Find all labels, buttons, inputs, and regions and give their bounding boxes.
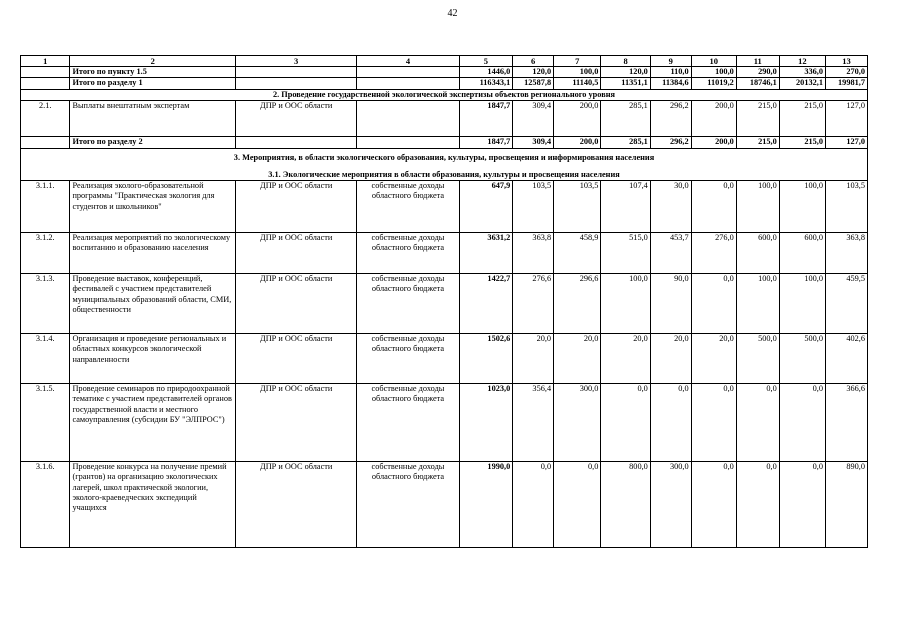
table-row: [21, 274, 868, 334]
value-cell: 296,2: [650, 100, 691, 136]
row-source: собственные доходы областного бюджета: [357, 334, 459, 384]
value-cell: 116343,1: [459, 78, 513, 89]
header-cell: 8: [601, 56, 650, 67]
value-cell: 285,1: [601, 136, 650, 148]
value-cell: 20,0: [601, 334, 650, 384]
value-cell: 890,0: [826, 462, 868, 548]
value-cell: 366,6: [826, 384, 868, 462]
section-title-row: [21, 148, 868, 180]
budget-table: [20, 55, 868, 548]
value-cell: 336,0: [779, 67, 825, 78]
total-row: [21, 136, 868, 148]
value-cell: 0,0: [691, 274, 736, 334]
value-cell: 127,0: [826, 100, 868, 136]
value-cell: 20,0: [513, 334, 554, 384]
total-row: [21, 67, 868, 78]
value-cell: 276,6: [513, 274, 554, 334]
total-label: Итого по разделу 1: [70, 78, 236, 89]
row-number: 3.1.2.: [21, 233, 70, 274]
table-row: [21, 462, 868, 548]
value-cell: 100,0: [779, 181, 825, 233]
value-cell: 200,0: [554, 136, 601, 148]
value-cell: 296,2: [650, 136, 691, 148]
header-cell: 3: [235, 56, 356, 67]
row-source: собственные доходы областного бюджета: [357, 462, 459, 548]
value-cell: 290,0: [736, 67, 779, 78]
row-number: 3.1.5.: [21, 384, 70, 462]
total-label: Итого по разделу 2: [70, 136, 236, 148]
row-name: Реализация мероприятий по экологическому воспитанию и образованию населения: [70, 233, 236, 274]
header-cell: 4: [357, 56, 459, 67]
value-cell: 11140,5: [554, 78, 601, 89]
value-cell: 0,0: [650, 384, 691, 462]
value-cell: 110,0: [650, 67, 691, 78]
value-cell: 300,0: [554, 384, 601, 462]
value-cell: 127,0: [826, 136, 868, 148]
header-row: [21, 56, 868, 67]
row-source: [357, 100, 459, 136]
section-3-1-title: 3.1. Экологические мероприятия в области образования, культуры и просвещения населения: [268, 170, 620, 180]
row-executor: ДПР и ООС области: [235, 334, 356, 384]
row-executor: ДПР и ООС области: [235, 181, 356, 233]
row-source: собственные доходы областного бюджета: [357, 233, 459, 274]
value-cell: 800,0: [601, 462, 650, 548]
header-cell: 7: [554, 56, 601, 67]
value-cell: 100,0: [554, 67, 601, 78]
value-cell: 18746,1: [736, 78, 779, 89]
section-title-row: [21, 89, 868, 100]
row-name: Выплаты внештатным экспертам: [70, 100, 236, 136]
value-cell: 458,9: [554, 233, 601, 274]
value-cell: 600,0: [779, 233, 825, 274]
row-number: 3.1.6.: [21, 462, 70, 548]
value-cell: 309,4: [513, 100, 554, 136]
value-cell: 107,4: [601, 181, 650, 233]
row-executor: ДПР и ООС области: [235, 233, 356, 274]
page-number: 42: [447, 8, 458, 19]
row-source: собственные доходы областного бюджета: [357, 384, 459, 462]
header-cell: 2: [70, 56, 236, 67]
value-cell: 3631,2: [459, 233, 513, 274]
value-cell: 1990,0: [459, 462, 513, 548]
value-cell: 300,0: [650, 462, 691, 548]
row-number: 2.1.: [21, 100, 70, 136]
row-number: 3.1.3.: [21, 274, 70, 334]
header-cell: 13: [826, 56, 868, 67]
value-cell: 0,0: [779, 462, 825, 548]
table-row: [21, 334, 868, 384]
row-number: 3.1.4.: [21, 334, 70, 384]
value-cell: 20,0: [554, 334, 601, 384]
value-cell: 103,5: [826, 181, 868, 233]
value-cell: 20,0: [691, 334, 736, 384]
value-cell: 285,1: [601, 100, 650, 136]
table-row: [21, 233, 868, 274]
value-cell: 402,6: [826, 334, 868, 384]
value-cell: 356,4: [513, 384, 554, 462]
value-cell: 90,0: [650, 274, 691, 334]
value-cell: 100,0: [601, 274, 650, 334]
value-cell: 215,0: [779, 136, 825, 148]
value-cell: 647,9: [459, 181, 513, 233]
value-cell: 20,0: [650, 334, 691, 384]
value-cell: 200,0: [554, 100, 601, 136]
value-cell: 500,0: [779, 334, 825, 384]
value-cell: 215,0: [779, 100, 825, 136]
row-source: собственные доходы областного бюджета: [357, 181, 459, 233]
header-cell: 9: [650, 56, 691, 67]
value-cell: 600,0: [736, 233, 779, 274]
value-cell: 1847,7: [459, 100, 513, 136]
value-cell: 215,0: [736, 100, 779, 136]
row-name: Реализация эколого-образовательной программы "Практическая экология для студентов и школьников": [70, 181, 236, 233]
value-cell: 453,7: [650, 233, 691, 274]
section-2-title: 2. Проведение государственной экологической экспертизы объектов регионального уровня: [21, 89, 868, 100]
table-row: [21, 100, 868, 136]
value-cell: 20132,1: [779, 78, 825, 89]
value-cell: 1502,6: [459, 334, 513, 384]
row-executor: ДПР и ООС области: [235, 100, 356, 136]
value-cell: 120,0: [513, 67, 554, 78]
total-label: Итого по пункту 1.5: [70, 67, 236, 78]
value-cell: 1422,7: [459, 274, 513, 334]
value-cell: 270,0: [826, 67, 868, 78]
value-cell: 296,6: [554, 274, 601, 334]
value-cell: 12587,8: [513, 78, 554, 89]
value-cell: 276,0: [691, 233, 736, 274]
value-cell: 1847,7: [459, 136, 513, 148]
value-cell: 0,0: [691, 384, 736, 462]
row-name: Проведение семинаров по природоохранной тематике с участием представителей органов государственной власти и местного самоуправления (субсидии БУ "ЭЛПРОС"): [70, 384, 236, 462]
total-row: [21, 78, 868, 89]
row-executor: ДПР и ООС области: [235, 384, 356, 462]
value-cell: 11384,6: [650, 78, 691, 89]
row-executor: ДПР и ООС области: [235, 462, 356, 548]
value-cell: 459,5: [826, 274, 868, 334]
row-name: Проведение выставок, конференций, фестивалей с участием представителей муниципальных образований области, СМИ, общественности: [70, 274, 236, 334]
value-cell: 0,0: [513, 462, 554, 548]
value-cell: 0,0: [736, 462, 779, 548]
header-cell: 5: [459, 56, 513, 67]
header-cell: 1: [21, 56, 70, 67]
value-cell: 215,0: [736, 136, 779, 148]
value-cell: 0,0: [554, 462, 601, 548]
row-name: Проведение конкурса на получение премий (грантов) на организацию экологических лагерей, школ практической экологии, эколого-краеведческих экспедиций учащихся: [70, 462, 236, 548]
value-cell: 0,0: [736, 384, 779, 462]
value-cell: 500,0: [736, 334, 779, 384]
value-cell: 200,0: [691, 100, 736, 136]
table-row: [21, 384, 868, 462]
value-cell: 0,0: [691, 181, 736, 233]
row-name: Организация и проведение региональных и областных конкурсов экологической направленности: [70, 334, 236, 384]
value-cell: 120,0: [601, 67, 650, 78]
value-cell: 309,4: [513, 136, 554, 148]
header-cell: 6: [513, 56, 554, 67]
row-number: 3.1.1.: [21, 181, 70, 233]
value-cell: 103,5: [554, 181, 601, 233]
row-executor: ДПР и ООС области: [235, 274, 356, 334]
value-cell: 19981,7: [826, 78, 868, 89]
value-cell: 0,0: [779, 384, 825, 462]
value-cell: 0,0: [691, 462, 736, 548]
value-cell: 100,0: [736, 274, 779, 334]
value-cell: 1446,0: [459, 67, 513, 78]
value-cell: 11351,1: [601, 78, 650, 89]
value-cell: 100,0: [691, 67, 736, 78]
section-3-title: 3. Мероприятия, в области экологического образования, культуры, просвещения и информирования населения: [233, 152, 655, 162]
value-cell: 0,0: [601, 384, 650, 462]
value-cell: 363,8: [826, 233, 868, 274]
row-source: собственные доходы областного бюджета: [357, 274, 459, 334]
value-cell: 100,0: [736, 181, 779, 233]
header-cell: 12: [779, 56, 825, 67]
header-cell: 10: [691, 56, 736, 67]
value-cell: 515,0: [601, 233, 650, 274]
value-cell: 200,0: [691, 136, 736, 148]
value-cell: 363,8: [513, 233, 554, 274]
value-cell: 11019,2: [691, 78, 736, 89]
value-cell: 103,5: [513, 181, 554, 233]
table-row: [21, 181, 868, 233]
value-cell: 1023,0: [459, 384, 513, 462]
value-cell: 30,0: [650, 181, 691, 233]
header-cell: 11: [736, 56, 779, 67]
value-cell: 100,0: [779, 274, 825, 334]
